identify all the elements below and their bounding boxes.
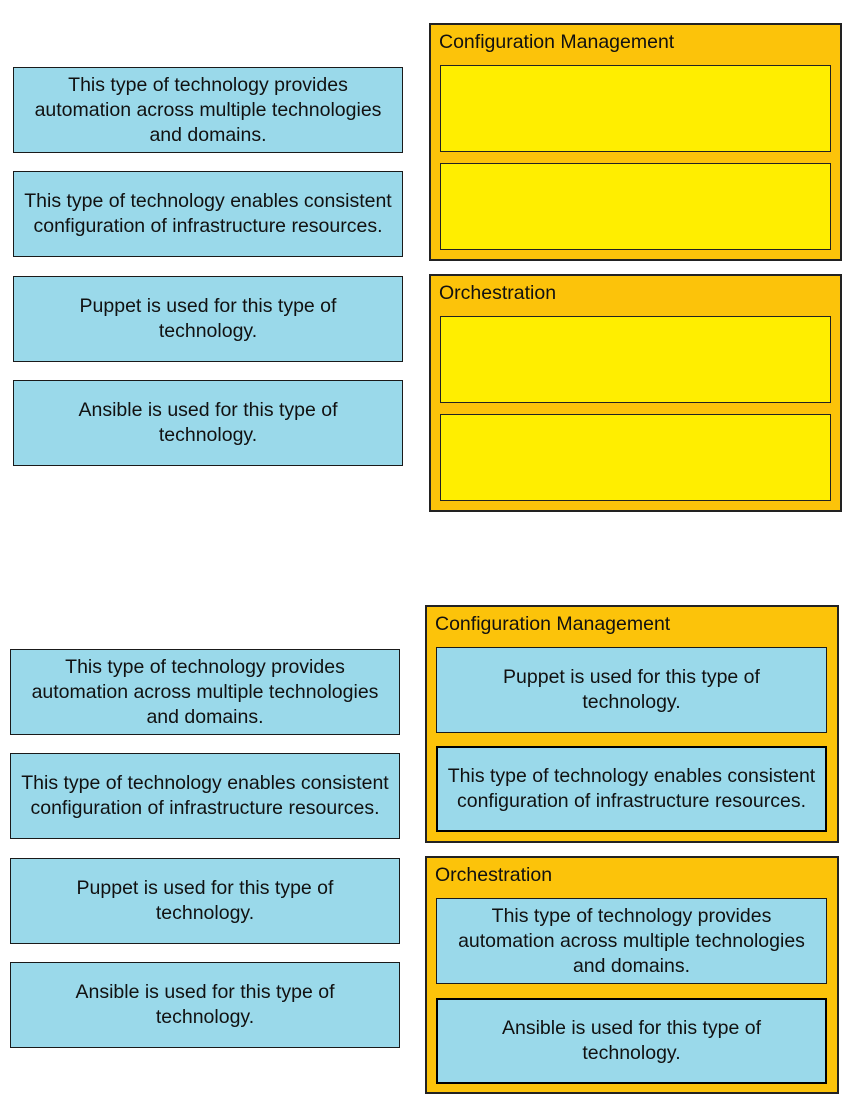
card-text: Puppet is used for this type of technology. xyxy=(79,295,337,342)
card-text: This type of technology enables consistent configuration of infrastructure resources. xyxy=(21,772,389,819)
bottom-source-card-orchestration-def[interactable] xyxy=(10,649,400,735)
drop-slot[interactable] xyxy=(440,163,831,250)
card-text: This type of technology provides automation across multiple technologies and domains. xyxy=(34,73,382,146)
panel-title: Orchestration xyxy=(439,282,557,304)
card-text: This type of technology provides automation across multiple technologies and domains. xyxy=(31,655,379,728)
panel-title: Configuration Management xyxy=(435,613,671,635)
top-panel-configuration-management xyxy=(429,23,842,261)
bottom-source-card-config-def[interactable] xyxy=(10,753,400,839)
bottom-source-card-puppet[interactable] xyxy=(10,858,400,944)
card-text: This type of technology enables consistent configuration of infrastructure resources. xyxy=(24,190,392,237)
bottom-panel-orchestration xyxy=(425,856,839,1094)
top-panel-orchestration xyxy=(429,274,842,512)
card-text: Ansible is used for this type of technology. xyxy=(75,981,335,1028)
placed-answer-card[interactable] xyxy=(436,647,827,733)
bottom-panel-configuration-management xyxy=(425,605,839,843)
card-text: Puppet is used for this type of technology. xyxy=(76,877,334,924)
top-source-card-puppet[interactable] xyxy=(13,276,403,362)
placed-answer-card[interactable] xyxy=(436,898,827,984)
drop-slot[interactable] xyxy=(440,414,831,501)
top-source-card-ansible[interactable] xyxy=(13,380,403,466)
placed-answer-card[interactable] xyxy=(436,746,827,832)
card-text: Ansible is used for this type of technology. xyxy=(501,1017,762,1064)
drop-slot[interactable] xyxy=(440,65,831,152)
placed-answer-card[interactable] xyxy=(436,998,827,1084)
panel-title: Orchestration xyxy=(435,864,553,886)
panel-title: Configuration Management xyxy=(439,31,675,53)
card-text: Ansible is used for this type of technology. xyxy=(78,399,338,446)
card-text: Puppet is used for this type of technology. xyxy=(503,666,760,713)
top-source-card-orchestration-def[interactable] xyxy=(13,67,403,153)
drop-slot[interactable] xyxy=(440,316,831,403)
card-text: This type of technology provides automation across multiple technologies and domains. xyxy=(458,904,805,977)
card-text: This type of technology enables consistent configuration of infrastructure resources. xyxy=(447,765,816,812)
top-source-card-config-def[interactable] xyxy=(13,171,403,257)
bottom-source-card-ansible[interactable] xyxy=(10,962,400,1048)
